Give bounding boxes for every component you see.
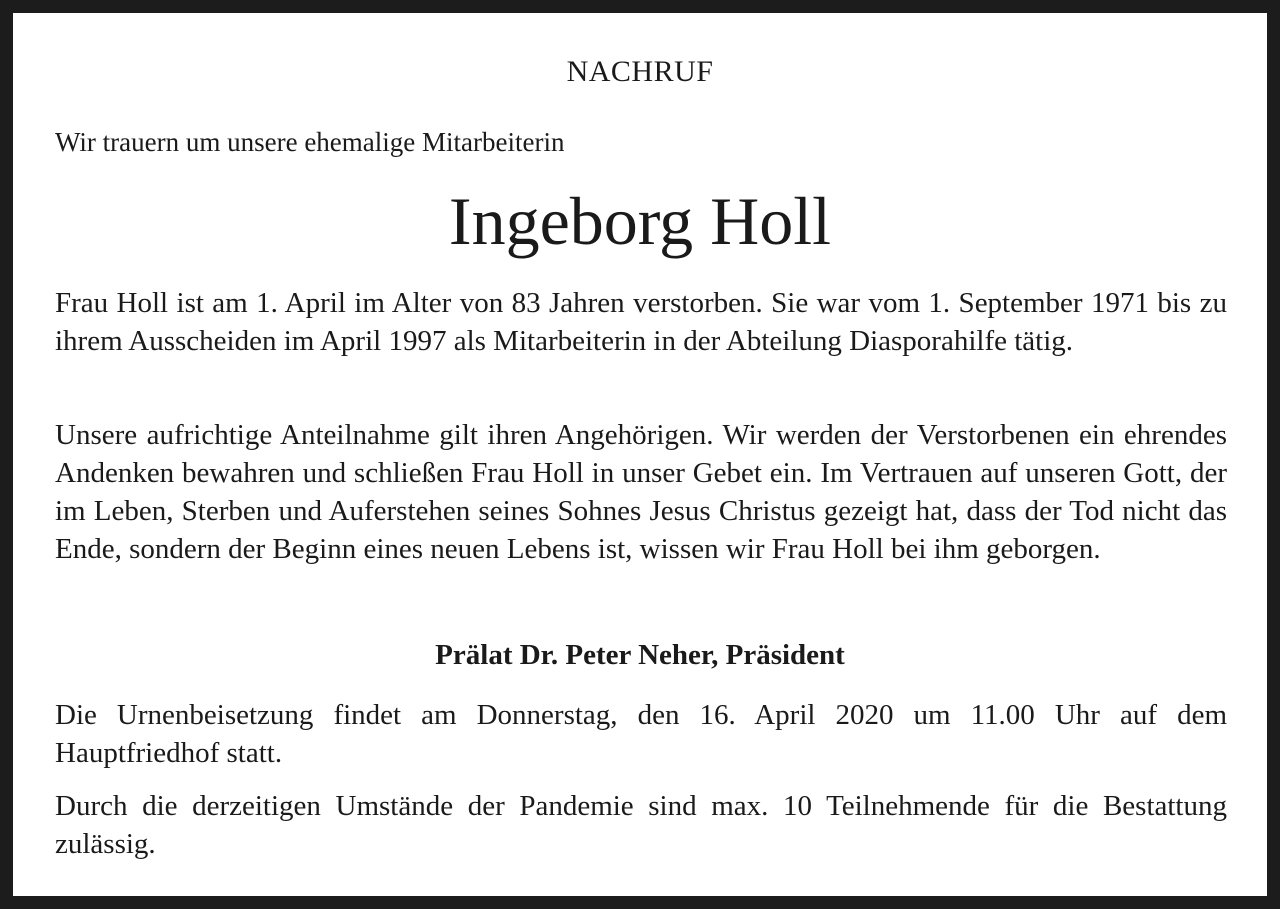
- paragraph-condolence: Unsere aufrichtige Anteilnahme gilt ihren Angehörigen. Wir werden der Verstorbenen ein ehrendes Andenken bewahren und schließen Frau Holl in unser Gebet ein. Im Vertrauen auf unseren Gott, der im Leben, Sterben und Auferstehen seines Sohnes Jesus Christus gezeigt hat, dass der Tod nicht das Ende, sondern der Beginn eines neuen Lebens ist, wissen wir Frau Holl bei ihm geborgen.: [55, 419, 1227, 565]
- intro-line: Wir trauern um unsere ehemalige Mitarbeiterin: [55, 127, 565, 157]
- obituary-notice: [13, 13, 1267, 896]
- signature-line: Prälat Dr. Peter Neher, Präsident: [435, 639, 845, 671]
- notice-heading: NACHRUF: [566, 55, 714, 88]
- paragraph-career: Frau Holl ist am 1. April im Alter von 83 Jahren verstorben. Sie war vom 1. September 1971 bis zu ihrem Ausscheiden im April 1997 als Mitarbeiterin in der Abteilung Diasporahilfe tätig.: [55, 287, 1227, 357]
- deceased-name: Ingeborg Holl: [448, 183, 832, 259]
- paragraph-pandemic: Durch die derzeitigen Umstände der Pandemie sind max. 10 Teilnehmende für die Bestattung zulässig.: [55, 790, 1227, 860]
- paragraph-burial: Die Urnenbeisetzung findet am Donnerstag, den 16. April 2020 um 11.00 Uhr auf dem Hauptfriedhof statt.: [55, 699, 1227, 769]
